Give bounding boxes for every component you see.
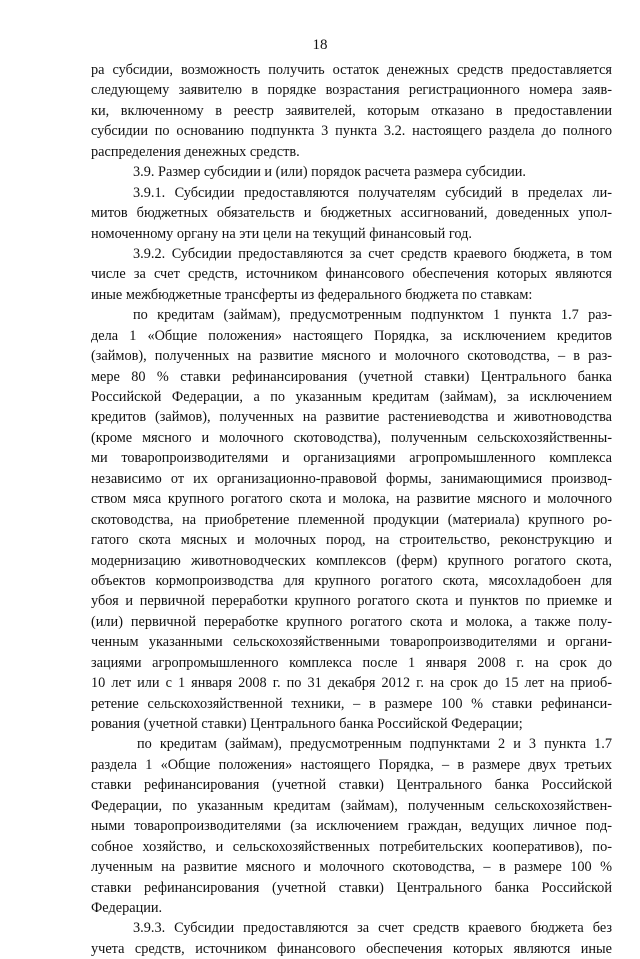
- text-line: объектов кормопроизводства для крупного рогатого скота, мясохладобоен для: [91, 572, 612, 589]
- text-line: учета средств, источником финансового обеспечения которых являются иные: [91, 940, 612, 957]
- text-line: модернизацию животноводческих комплексов (ферм) крупного рогатого скота,: [91, 552, 612, 569]
- text-line: распределения денежных средств.: [91, 143, 300, 160]
- text-line: Российской Федерации, а по указанным кредитам (займам), за исключением: [91, 389, 612, 405]
- text-line: числе за счет средств, источником финансового обеспечения которых являются: [91, 266, 612, 283]
- text-line: (кроме мясного и молочного скотоводства), полученным сельскохозяйственны-: [91, 429, 612, 446]
- text-line: 3.9.2. Субсидии предоставляются за счет средств краевого бюджета, в том: [133, 245, 612, 262]
- page-number: 18: [312, 37, 328, 53]
- text-line: по кредитам (займам), предусмотренным подпунктами 2 и 3 пункта 1.7: [137, 736, 612, 753]
- text-line: 10 лет или с 1 января 2008 г. по 31 декабря 2012 г. на срок до 15 лет на приоб-: [91, 675, 612, 692]
- text-line: митов бюджетных обязательств и бюджетных ассигнований, доведенных упол-: [91, 205, 612, 222]
- text-line: ставки рефинансирования (учетной ставки) Центрального банка Российской: [91, 879, 612, 896]
- text-line: убоя и первичной переработки крупного рогатого скота и пунктов по приемке и: [91, 593, 612, 610]
- text-line: следующему заявителю в порядке возрастания регистрационного номера заяв-: [91, 82, 612, 99]
- text-line: ми товаропроизводителями и организациями агропромышленного комплекса: [91, 450, 612, 467]
- text-line: ными товаропроизводителями (за исключением граждан, ведущих личное под-: [91, 818, 612, 835]
- text-line: лученным на развитие мясного и молочного скотоводства, – в размере 100 %: [91, 859, 612, 876]
- text-line: (займов), полученных на развитие мясного и молочного скотоводства, – в раз-: [91, 348, 612, 365]
- text-line: раздела 1 «Общие положения» настоящего Порядка, – в размере двух третьих: [91, 756, 612, 773]
- text-line: кредитов (займов), полученных на развитие растениеводства и животноводства: [91, 409, 612, 426]
- text-line: субсидии по основанию подпункта 3 пункта 3.2. настоящего раздела до полного: [91, 123, 612, 140]
- text-line: ретение сельскохозяйственной техники, – в размере 100 % ставки рефинанси-: [91, 695, 612, 712]
- text-line: ки, включенному в реестр заявителей, которым отказано в предоставлении: [91, 102, 612, 119]
- text-line: собное хозяйство, и сельскохозяйственных потребительских кооперативов), по-: [91, 838, 612, 855]
- text-line: 3.9. Размер субсидии и (или) порядок расчета размера субсидии.: [133, 164, 527, 181]
- text-line: гатого скота мясных и молочных пород, на строительство, реконструкцию и: [91, 532, 612, 549]
- text-line: ством мяса крупного рогатого скота и молока, на развитие мясного и молочного: [91, 491, 612, 508]
- text-line: ченным указанными сельскохозяйственными товаропроизводителями и органи-: [91, 634, 612, 651]
- text-line: Федерации.: [91, 899, 163, 916]
- text-line: мере 80 % ставки рефинансирования (учетной ставки) Центрального банка: [91, 368, 612, 385]
- text-line: иные межбюджетные трансферты из федерального бюджета по ставкам:: [91, 286, 533, 303]
- text-line: 3.9.1. Субсидии предоставляются получателям субсидий в пределах ли-: [133, 184, 612, 201]
- text-line: независимо от их организационно-правовой формы, занимающимися производ-: [91, 470, 612, 487]
- text-line: скотоводства, на приобретение племенной продукции (материала) крупного ро-: [91, 511, 612, 528]
- text-line: ра субсидии, возможность получить остаток денежных средств предоставляется: [91, 62, 612, 78]
- text-line: номоченному органу на эти цели на текущий финансовый год.: [91, 225, 472, 242]
- text-line: зациями агропромышленного комплекса после 1 января 2008 г. на срок до: [91, 654, 612, 671]
- text-line: ставки рефинансирования (учетной ставки) Центрального банка Российской: [91, 777, 612, 794]
- text-line: по кредитам (займам), предусмотренным подпунктом 1 пункта 1.7 раз-: [133, 307, 612, 324]
- text-line: рования (учетной ставки) Центрального банка Российской Федерации;: [91, 716, 523, 732]
- document-body: [91, 60, 612, 959]
- text-line: дела 1 «Общие положения» настоящего Порядка, за исключением кредитов: [91, 327, 612, 344]
- text-line: Федерации, по указанным кредитам (займам), полученным сельскохозяйствен-: [91, 797, 612, 814]
- text-line: (или) первичной переработке крупного рогатого скота и молока, а также полу-: [91, 613, 612, 630]
- text-line: 3.9.3. Субсидии предоставляются за счет средств краевого бюджета без: [133, 920, 612, 937]
